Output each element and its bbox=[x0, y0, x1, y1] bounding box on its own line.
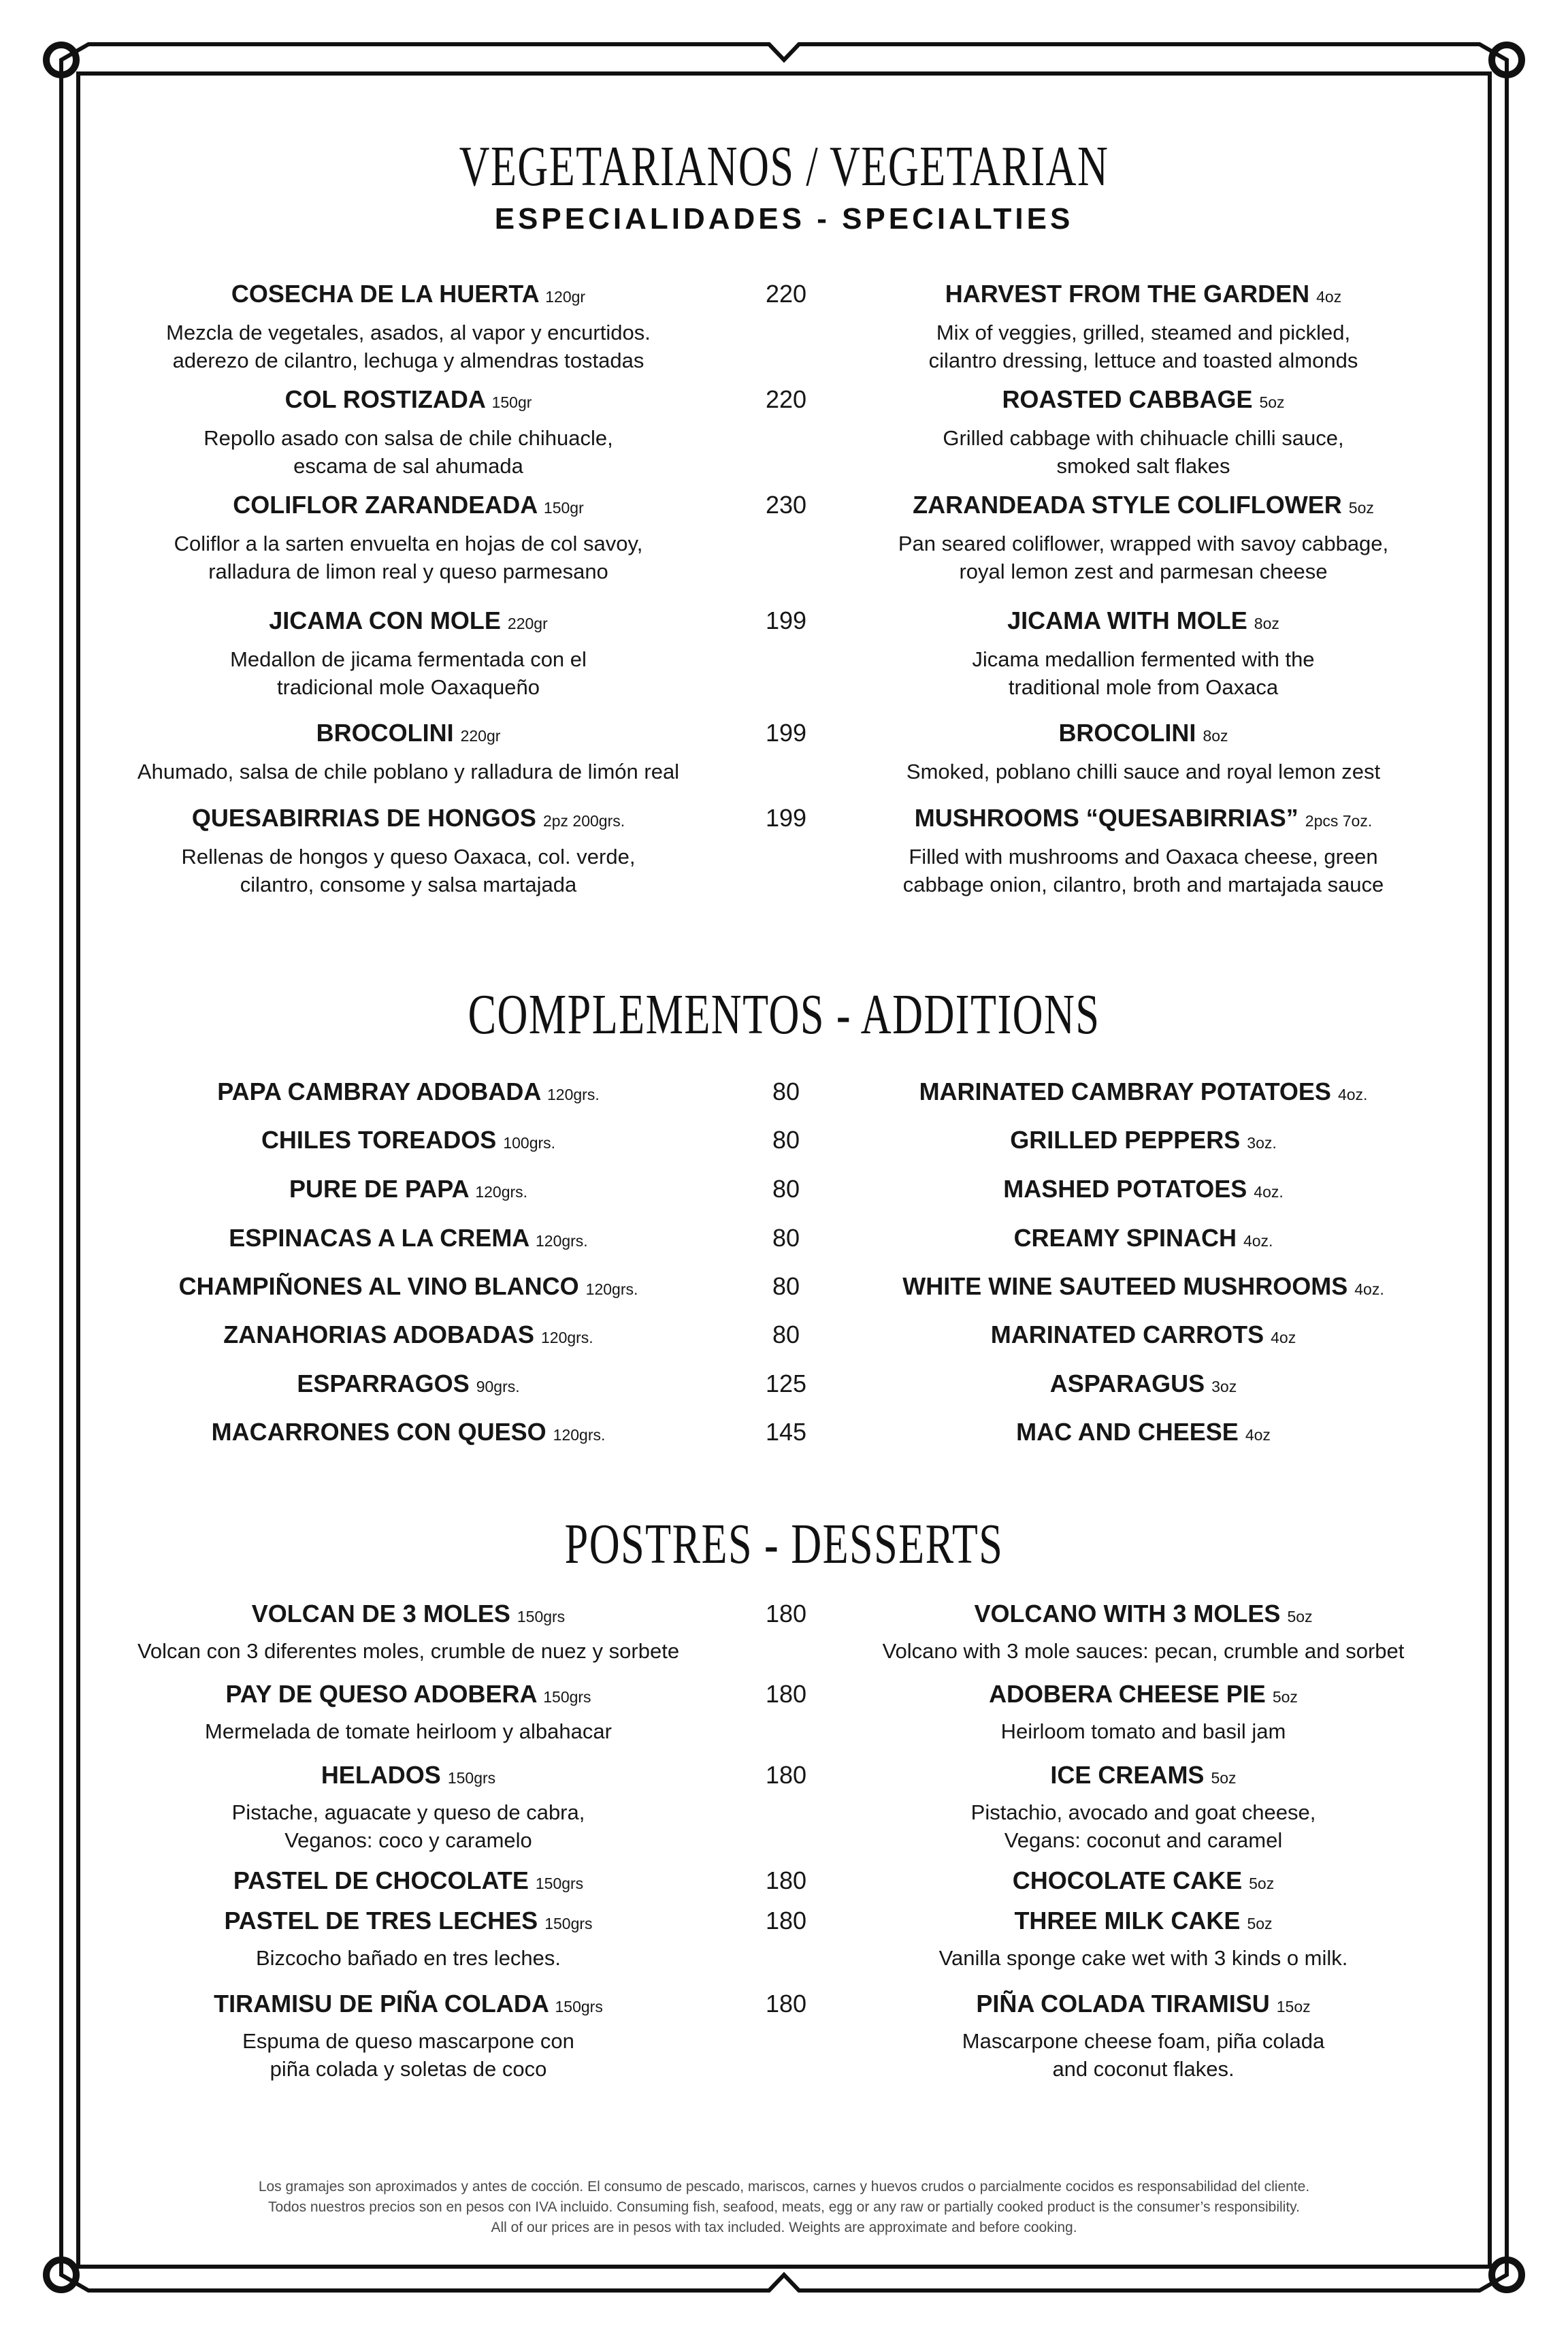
item-name-en-text: MUSHROOMS “QUESABIRRIAS” bbox=[914, 804, 1298, 832]
item-name-es bbox=[102, 1125, 715, 1158]
item-description-es: Coliflor a la sarten envuelta en hojas de col savoy, ralladura de limon real y queso parmesano bbox=[174, 532, 643, 583]
item-name-es bbox=[102, 279, 715, 312]
item-description-es: Pistache, aguacate y queso de cabra, Veganos: coco y caramelo bbox=[231, 1800, 585, 1852]
item-weight-es: 150grs bbox=[555, 1998, 603, 2015]
item-name-es bbox=[102, 1906, 715, 1939]
item-weight-en: 3oz bbox=[1211, 1378, 1237, 1395]
item-name-es-text: PAY DE QUESO ADOBERA bbox=[225, 1680, 537, 1708]
item-description-es: Ahumado, salsa de chile poblano y ralladura de limón real bbox=[137, 760, 680, 783]
item-description-en: Mascarpone cheese foam, piña colada and coconut flakes. bbox=[962, 2029, 1325, 2081]
item-name-es bbox=[102, 1417, 715, 1450]
item-weight-es: 120grs. bbox=[475, 1183, 528, 1201]
item-weight-es: 220gr bbox=[507, 615, 548, 632]
item-name-es bbox=[102, 1679, 715, 1712]
item-name-en bbox=[827, 385, 1460, 417]
item-name-es bbox=[102, 385, 715, 417]
item-weight-es: 150gr bbox=[543, 499, 584, 517]
item-price: 199 bbox=[765, 719, 807, 747]
item-description-es: Mezcla de vegetales, asados, al vapor y encurtidos. aderezo de cilantro, lechuga y almendras tostadas bbox=[166, 321, 651, 372]
item-description-es: Bizcocho bañado en tres leches. bbox=[255, 1946, 561, 1970]
item-name-en-text: GRILLED PEPPERS bbox=[1010, 1126, 1241, 1154]
item-price: 80 bbox=[772, 1078, 800, 1105]
item-description-en: Mix of veggies, grilled, steamed and pickled, cilantro dressing, lettuce and toasted almonds bbox=[928, 321, 1358, 372]
item-name-en bbox=[827, 1679, 1460, 1712]
item-price: 180 bbox=[765, 1907, 807, 1934]
item-name-es bbox=[102, 1320, 715, 1353]
item-weight-es: 120gr bbox=[545, 288, 586, 306]
item-name-en-text: HARVEST FROM THE GARDEN bbox=[945, 280, 1310, 308]
item-name-en bbox=[827, 718, 1460, 751]
item-name-en bbox=[827, 1866, 1460, 1898]
item-name-es bbox=[102, 606, 715, 638]
item-name-es bbox=[102, 803, 715, 836]
item-name-es-text: ESPINACAS A LA CREMA bbox=[229, 1224, 529, 1252]
item-price: 199 bbox=[765, 804, 807, 832]
item-weight-es: 120grs. bbox=[547, 1086, 600, 1103]
item-price: 125 bbox=[765, 1370, 807, 1397]
item-weight-en: 4oz bbox=[1271, 1329, 1296, 1346]
item-name-es-text: PAPA CAMBRAY ADOBADA bbox=[217, 1078, 540, 1105]
item-name-en-text: MARINATED CAMBRAY POTATOES bbox=[919, 1078, 1331, 1105]
item-weight-es: 2pz 200grs. bbox=[542, 812, 625, 830]
item-name-es-text: COL ROSTIZADA bbox=[284, 385, 485, 413]
item-name-en bbox=[827, 606, 1460, 638]
item-weight-es: 150grs bbox=[543, 1688, 591, 1706]
item-description-en: Grilled cabbage with chihuacle chilli sauce, smoked salt flakes bbox=[943, 426, 1344, 478]
item-price: 180 bbox=[765, 1761, 807, 1789]
item-weight-en: 5oz bbox=[1211, 1769, 1237, 1787]
item-weight-en: 5oz bbox=[1272, 1688, 1298, 1706]
item-name-en bbox=[827, 1760, 1460, 1793]
section-title-vegetarian: VEGETARIANOS / VEGETARIAN bbox=[459, 135, 1109, 198]
item-price: 80 bbox=[772, 1272, 800, 1300]
item-weight-es: 120grs. bbox=[553, 1426, 606, 1444]
item-weight-en: 8oz bbox=[1254, 615, 1279, 632]
item-description-en: Filled with mushrooms and Oaxaca cheese, green cabbage onion, cilantro, broth and martajada sauce bbox=[902, 845, 1384, 896]
footer-line: All of our prices are in pesos with tax included. Weights are approximate and before cooking. bbox=[491, 2220, 1077, 2235]
item-name-es bbox=[102, 1866, 715, 1898]
item-weight-en: 5oz bbox=[1348, 499, 1374, 517]
item-name-en-text: ROASTED CABBAGE bbox=[1002, 385, 1253, 413]
item-name-en-text: MARINATED CARROTS bbox=[990, 1321, 1264, 1348]
item-name-en-text: CHOCOLATE CAKE bbox=[1012, 1866, 1243, 1894]
item-name-en bbox=[827, 1272, 1460, 1304]
item-name-en-text: BROCOLINI bbox=[1058, 719, 1196, 747]
item-name-es-text: ZANAHORIAS ADOBADAS bbox=[223, 1321, 534, 1348]
item-name-es-text: QUESABIRRIAS DE HONGOS bbox=[191, 804, 536, 832]
item-price: 180 bbox=[765, 1866, 807, 1894]
item-name-es-text: PASTEL DE TRES LECHES bbox=[224, 1907, 538, 1934]
item-weight-en: 5oz bbox=[1259, 393, 1285, 411]
item-name-es bbox=[102, 1174, 715, 1207]
item-name-en-text: JICAMA WITH MOLE bbox=[1007, 606, 1247, 634]
item-weight-en: 5oz bbox=[1249, 1875, 1275, 1892]
item-price: 80 bbox=[772, 1126, 800, 1154]
item-name-en-text: VOLCANO WITH 3 MOLES bbox=[974, 1600, 1281, 1627]
item-weight-en: 15oz bbox=[1276, 1998, 1311, 2015]
item-description-en: Vanilla sponge cake wet with 3 kinds o milk. bbox=[938, 1946, 1348, 1970]
item-price: 80 bbox=[772, 1224, 800, 1252]
item-name-en-text: WHITE WINE SAUTEED MUSHROOMS bbox=[902, 1272, 1348, 1300]
footer-line: Los gramajes son aproximados y antes de cocción. El consumo de pescado, mariscos, carnes y huevos crudos o parcialmente cocidos es responsabilidad del cliente. bbox=[258, 2179, 1310, 2195]
item-name-en-text: ICE CREAMS bbox=[1050, 1761, 1205, 1789]
item-name-en-text: PIÑA COLADA TIRAMISU bbox=[976, 1990, 1270, 2018]
item-name-en bbox=[827, 1989, 1460, 2022]
section-title-desserts: POSTRES - DESSERTS bbox=[564, 1512, 1004, 1576]
item-name-en bbox=[827, 279, 1460, 312]
item-name-es bbox=[102, 1223, 715, 1256]
item-weight-es: 100grs. bbox=[503, 1134, 556, 1152]
item-name-es bbox=[102, 718, 715, 751]
item-weight-en: 4oz. bbox=[1254, 1183, 1284, 1201]
item-price: 230 bbox=[765, 491, 807, 519]
item-price: 180 bbox=[765, 1680, 807, 1708]
item-description-es: Mermelada de tomate heirloom y albahacar bbox=[205, 1719, 612, 1743]
item-weight-en: 4oz bbox=[1245, 1426, 1271, 1444]
item-weight-es: 150grs bbox=[544, 1915, 593, 1932]
item-weight-en: 2pcs 7oz. bbox=[1305, 812, 1373, 830]
item-name-es-text: TIRAMISU DE PIÑA COLADA bbox=[214, 1990, 549, 2018]
item-description-en: Heirloom tomato and basil jam bbox=[1000, 1719, 1286, 1743]
item-weight-en: 8oz bbox=[1203, 727, 1228, 745]
item-name-es bbox=[102, 1599, 715, 1632]
item-name-en bbox=[827, 1417, 1460, 1450]
item-description-es: Volcan con 3 diferentes moles, crumble de nuez y sorbete bbox=[137, 1639, 680, 1663]
item-price: 220 bbox=[765, 385, 807, 413]
footer-line: Todos nuestros precios son en pesos con IVA incluido. Consuming fish, seafood, meats, egg or any raw or partially cooked product is the consumer’s responsibility. bbox=[268, 2199, 1300, 2215]
item-weight-es: 220gr bbox=[460, 727, 501, 745]
item-name-es bbox=[102, 1077, 715, 1110]
item-name-en bbox=[827, 803, 1460, 836]
item-name-es-text: VOLCAN DE 3 MOLES bbox=[251, 1600, 510, 1627]
item-price: 80 bbox=[772, 1175, 800, 1203]
item-name-es bbox=[102, 1369, 715, 1402]
item-name-es bbox=[102, 1989, 715, 2022]
item-weight-es: 150grs bbox=[535, 1875, 584, 1892]
item-description-en: Pistachio, avocado and goat cheese, Vegans: coconut and caramel bbox=[970, 1800, 1316, 1852]
item-weight-en: 4oz. bbox=[1243, 1232, 1273, 1250]
item-description-en: Jicama medallion fermented with the traditional mole from Oaxaca bbox=[972, 647, 1315, 699]
item-weight-en: 4oz. bbox=[1354, 1280, 1384, 1298]
item-name-es-text: HELADOS bbox=[321, 1761, 441, 1789]
section-title-additions: COMPLEMENTOS - ADDITIONS bbox=[468, 983, 1100, 1046]
item-weight-en: 5oz bbox=[1247, 1915, 1273, 1932]
item-price: 199 bbox=[765, 606, 807, 634]
item-name-es-text: JICAMA CON MOLE bbox=[269, 606, 501, 634]
item-name-es-text: COLIFLOR ZARANDEADA bbox=[233, 491, 537, 519]
item-name-en bbox=[827, 1223, 1460, 1256]
item-weight-es: 150grs bbox=[447, 1769, 496, 1787]
item-name-en bbox=[827, 1599, 1460, 1632]
item-price: 180 bbox=[765, 1990, 807, 2018]
item-name-es-text: ESPARRAGOS bbox=[297, 1370, 470, 1397]
item-name-es-text: PASTEL DE CHOCOLATE bbox=[233, 1866, 529, 1894]
item-name-en bbox=[827, 1125, 1460, 1158]
item-description-en: Smoked, poblano chilli sauce and royal lemon zest bbox=[906, 760, 1381, 783]
item-price: 220 bbox=[765, 280, 807, 308]
item-name-en-text: MAC AND CHEESE bbox=[1016, 1418, 1239, 1446]
item-weight-es: 120grs. bbox=[585, 1280, 638, 1298]
item-name-es bbox=[102, 1760, 715, 1793]
item-name-en bbox=[827, 1320, 1460, 1353]
item-name-en-text: CREAMY SPINACH bbox=[1013, 1224, 1237, 1252]
item-name-es-text: COSECHA DE LA HUERTA bbox=[231, 280, 539, 308]
item-description-en: Pan seared coliflower, wrapped with savoy cabbage, royal lemon zest and parmesan cheese bbox=[898, 532, 1389, 583]
item-name-en bbox=[827, 1906, 1460, 1939]
item-weight-es: 120grs. bbox=[540, 1329, 593, 1346]
item-price: 145 bbox=[765, 1418, 807, 1446]
item-name-en bbox=[827, 1369, 1460, 1402]
item-description-en: Volcano with 3 mole sauces: pecan, crumble and sorbet bbox=[882, 1639, 1405, 1663]
item-weight-es: 120grs. bbox=[535, 1232, 588, 1250]
item-name-en-text: ZARANDEADA STYLE COLIFLOWER bbox=[913, 491, 1342, 519]
item-weight-en: 3oz. bbox=[1247, 1134, 1277, 1152]
item-name-es-text: CHILES TOREADOS bbox=[261, 1126, 497, 1154]
item-description-es: Rellenas de hongos y queso Oaxaca, col. verde, cilantro, consome y salsa martajada bbox=[181, 845, 636, 896]
section-subtitle-specialties: ESPECIALIDADES - SPECIALTIES bbox=[494, 202, 1074, 236]
item-description-es: Espuma de queso mascarpone con piña colada y soletas de coco bbox=[242, 2029, 574, 2081]
item-name-en-text: ASPARAGUS bbox=[1049, 1370, 1205, 1397]
item-name-en bbox=[827, 1174, 1460, 1207]
item-name-es bbox=[102, 490, 715, 523]
item-weight-en: 5oz bbox=[1287, 1608, 1313, 1625]
item-description-es: Repollo asado con salsa de chile chihuacle, escama de sal ahumada bbox=[203, 426, 613, 478]
item-name-en-text: THREE MILK CAKE bbox=[1014, 1907, 1241, 1934]
item-weight-es: 150grs bbox=[517, 1608, 566, 1625]
item-name-en-text: MASHED POTATOES bbox=[1003, 1175, 1247, 1203]
item-price: 180 bbox=[765, 1600, 807, 1627]
item-name-es-text: MACARRONES CON QUESO bbox=[211, 1418, 546, 1446]
item-price: 80 bbox=[772, 1321, 800, 1348]
item-weight-en: 4oz. bbox=[1337, 1086, 1368, 1103]
item-name-en bbox=[827, 490, 1460, 523]
item-weight-es: 150gr bbox=[491, 393, 532, 411]
item-name-es-text: PURE DE PAPA bbox=[289, 1175, 469, 1203]
item-name-en-text: ADOBERA CHEESE PIE bbox=[989, 1680, 1266, 1708]
item-name-es-text: BROCOLINI bbox=[316, 719, 454, 747]
item-weight-en: 4oz bbox=[1316, 288, 1342, 306]
item-name-es bbox=[102, 1272, 715, 1304]
item-name-es-text: CHAMPIÑONES AL VINO BLANCO bbox=[178, 1272, 579, 1300]
item-description-es: Medallon de jicama fermentada con el tradicional mole Oaxaqueño bbox=[230, 647, 587, 699]
footer-disclaimer bbox=[102, 2177, 1466, 2238]
item-weight-es: 90grs. bbox=[476, 1378, 520, 1395]
item-name-en bbox=[827, 1077, 1460, 1110]
